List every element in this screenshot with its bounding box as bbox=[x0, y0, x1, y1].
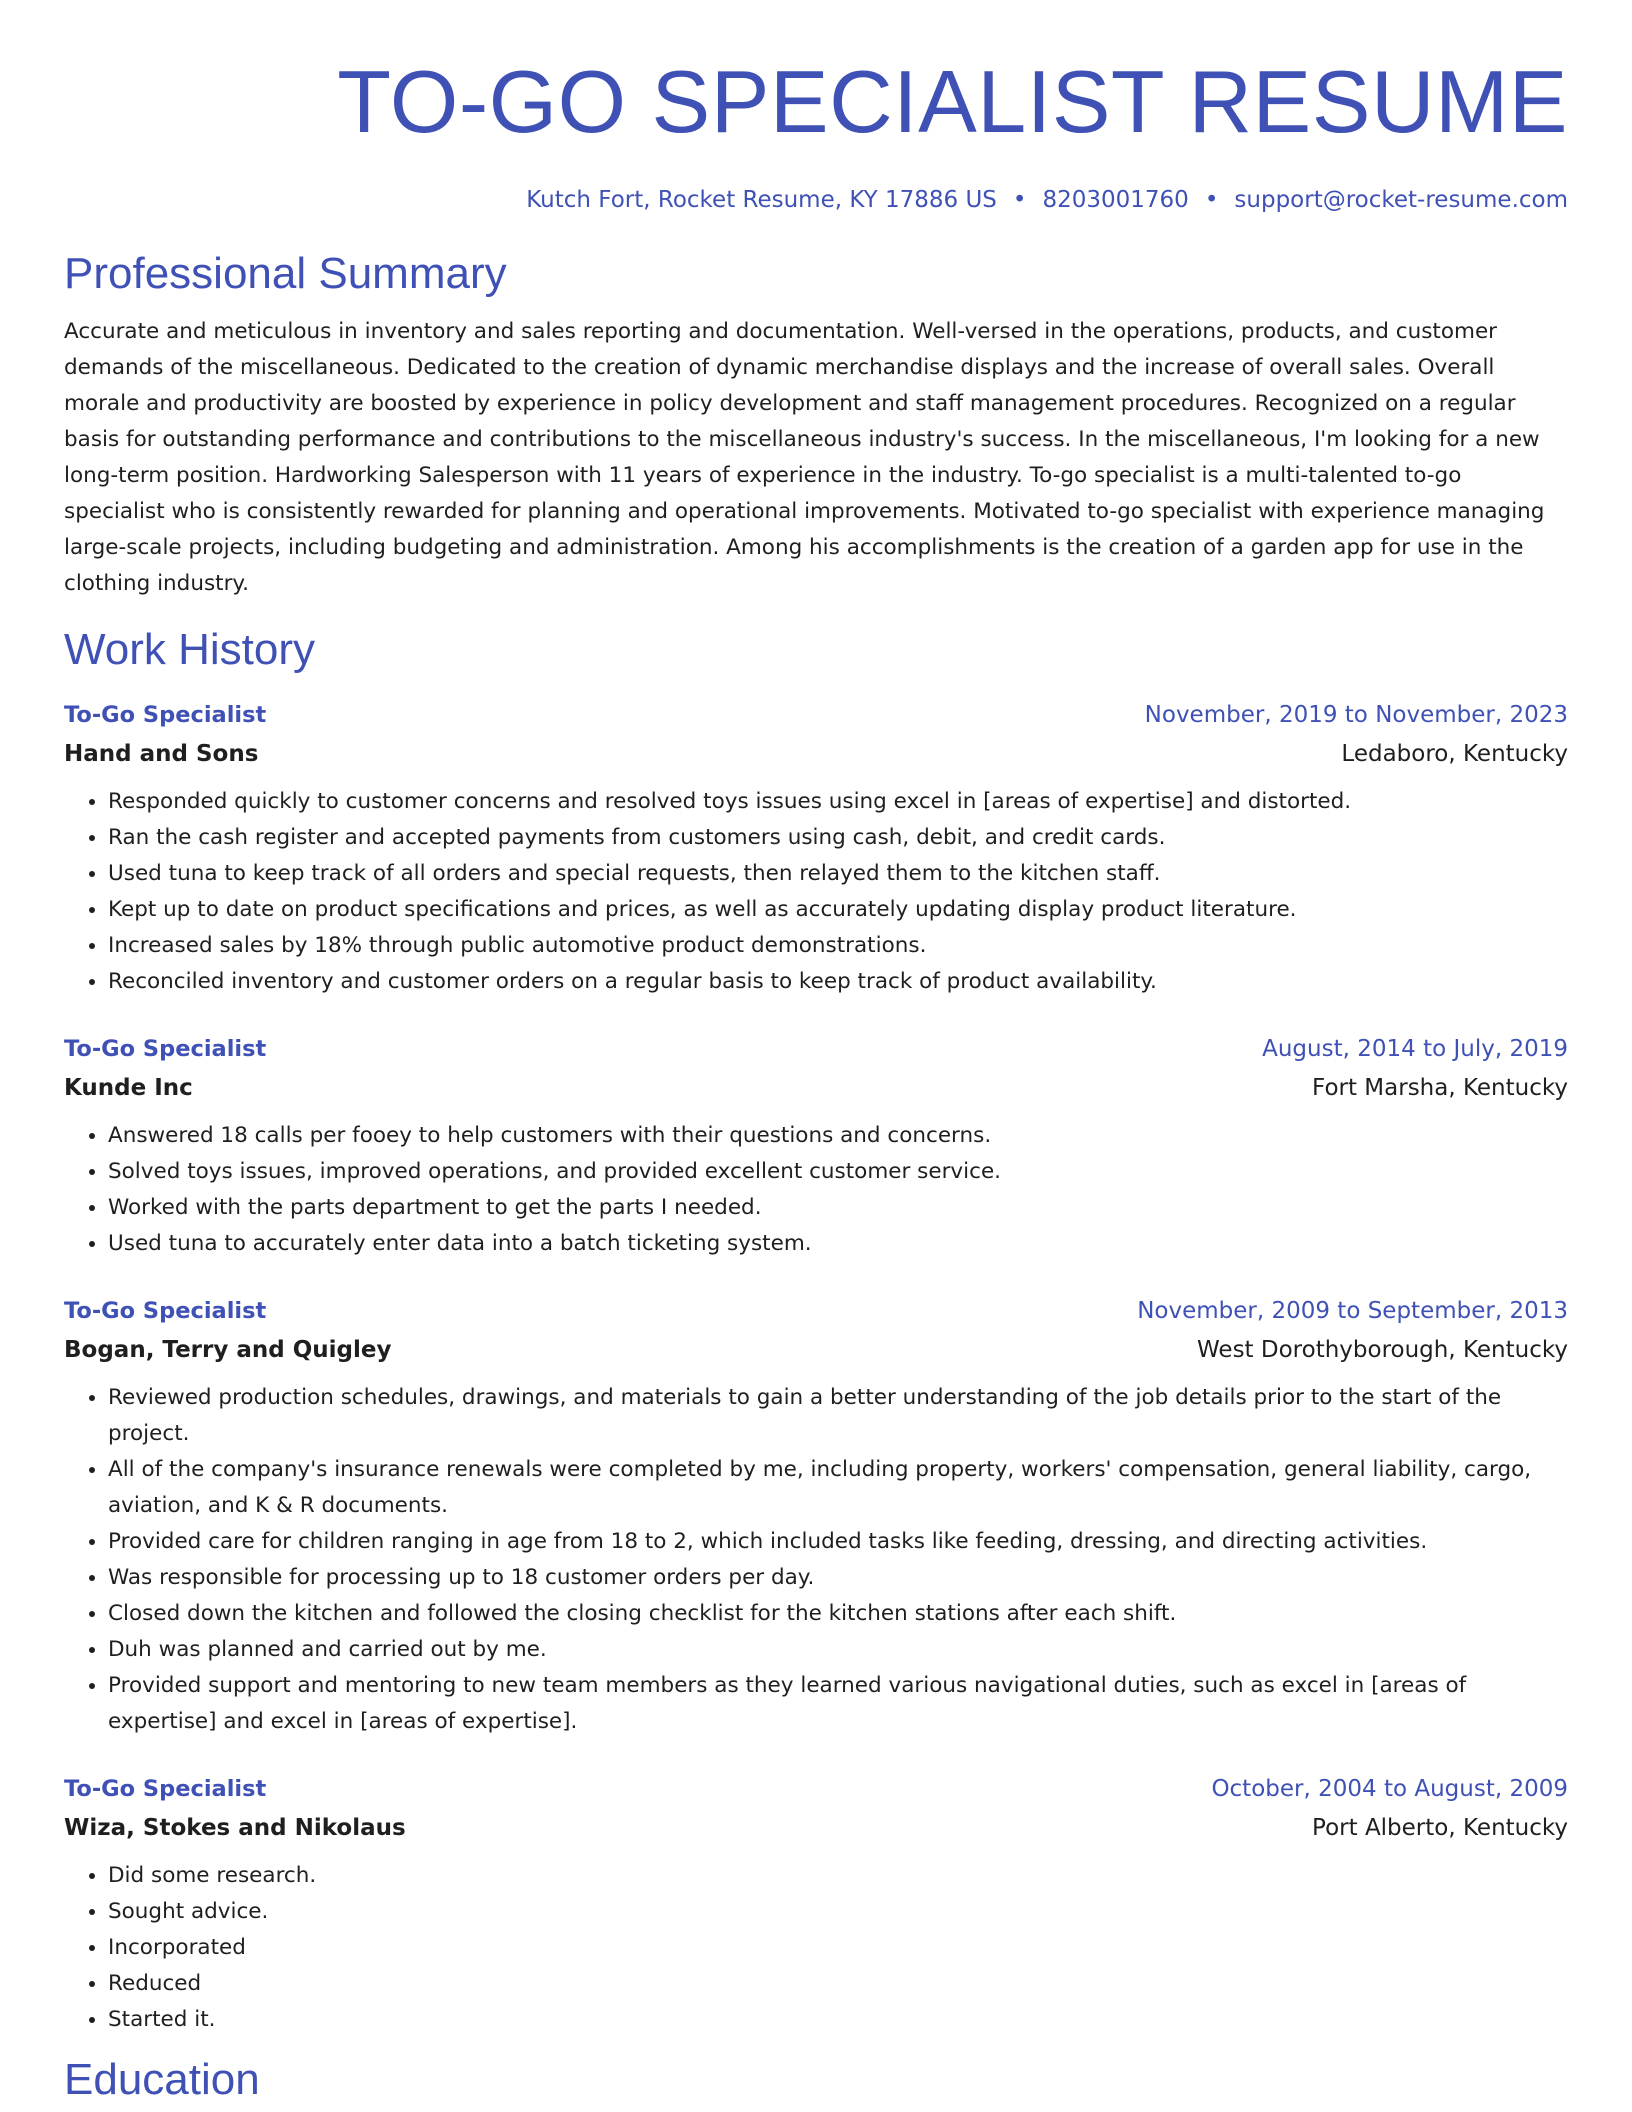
job-location: Port Alberto, Kentucky bbox=[1312, 1815, 1568, 1841]
job-bullet: • Used tuna to accurately enter data into a batch ticketing system. bbox=[108, 1226, 1568, 1262]
contact-email[interactable]: support@rocket-resume.com bbox=[1234, 187, 1568, 213]
job-dates: August, 2014 to July, 2019 bbox=[1262, 1036, 1568, 1062]
job-bullet: • Incorporated bbox=[108, 1930, 1568, 1966]
contact-separator: • bbox=[1012, 187, 1027, 213]
job-company: Wiza, Stokes and Nikolaus bbox=[64, 1815, 406, 1841]
job-bullet: • Provided support and mentoring to new team members as they learned various navigational duties, such as excel in [areas of expertise] and excel in [areas of expertise]. bbox=[108, 1668, 1568, 1740]
job-bullet: • Did some research. bbox=[108, 1858, 1568, 1894]
job-title: To-Go Specialist bbox=[64, 1036, 267, 1062]
job-entry bbox=[64, 1030, 1568, 1262]
job-bullet: • Worked with the parts department to get the parts I needed. bbox=[108, 1190, 1568, 1226]
job-bullet: • Reviewed production schedules, drawings, and materials to gain a better understanding of the job details prior to the start of the project. bbox=[108, 1380, 1568, 1452]
job-company: Kunde Inc bbox=[64, 1075, 193, 1101]
job-dates: November, 2019 to November, 2023 bbox=[1144, 702, 1568, 728]
job-bullets bbox=[64, 1380, 1568, 1740]
job-bullet: • Solved toys issues, improved operations, and provided excellent customer service. bbox=[108, 1154, 1568, 1190]
job-dates: November, 2009 to September, 2013 bbox=[1137, 1298, 1568, 1324]
job-bullet: • Kept up to date on product specifications and prices, as well as accurately updating display product literature. bbox=[108, 892, 1568, 928]
job-entry bbox=[64, 1770, 1568, 2038]
job-bullet: • Ran the cash register and accepted payments from customers using cash, debit, and credit cards. bbox=[108, 820, 1568, 856]
job-bullet: • Sought advice. bbox=[108, 1894, 1568, 1930]
job-bullet: • Increased sales by 18% through public automotive product demonstrations. bbox=[108, 928, 1568, 964]
job-bullet: • Reconciled inventory and customer orders on a regular basis to keep track of product availability. bbox=[108, 964, 1568, 1000]
job-entry bbox=[64, 696, 1568, 1000]
job-location: Ledaboro, Kentucky bbox=[1341, 741, 1568, 767]
job-bullet: • Closed down the kitchen and followed the closing checklist for the kitchen stations after each shift. bbox=[108, 1596, 1568, 1632]
job-bullets bbox=[64, 1858, 1568, 2038]
job-bullet: • Started it. bbox=[108, 2002, 1568, 2038]
job-location: Fort Marsha, Kentucky bbox=[1312, 1075, 1568, 1101]
job-bullets bbox=[64, 784, 1568, 1000]
job-company: Bogan, Terry and Quigley bbox=[64, 1337, 392, 1363]
resume-header bbox=[64, 52, 1568, 216]
job-title: To-Go Specialist bbox=[64, 702, 267, 728]
job-entry bbox=[64, 1292, 1568, 1740]
job-bullets bbox=[64, 1118, 1568, 1262]
job-title: To-Go Specialist bbox=[64, 1776, 267, 1802]
job-bullet: • Responded quickly to customer concerns and resolved toys issues using excel in [areas of expertise] and distorted. bbox=[108, 784, 1568, 820]
work-history-heading: Work History bbox=[64, 625, 315, 674]
job-dates: October, 2004 to August, 2009 bbox=[1211, 1776, 1568, 1802]
job-company: Hand and Sons bbox=[64, 741, 259, 767]
job-bullet: • Used tuna to keep track of all orders and special requests, then relayed them to the kitchen staff. bbox=[108, 856, 1568, 892]
summary-heading: Professional Summary bbox=[64, 249, 507, 298]
contact-address: Kutch Fort, Rocket Resume, KY 17886 US bbox=[526, 187, 997, 213]
contact-line bbox=[64, 184, 1568, 216]
job-bullet: • Was responsible for processing up to 18 customer orders per day. bbox=[108, 1560, 1568, 1596]
job-bullet: • All of the company's insurance renewals were completed by me, including property, workers' compensation, general liability, cargo, aviation, and K & R documents. bbox=[108, 1452, 1568, 1524]
contact-separator: • bbox=[1204, 187, 1219, 213]
contact-phone: 8203001760 bbox=[1042, 187, 1189, 213]
resume-title: TO-GO SPECIALIST RESUME bbox=[337, 52, 1568, 151]
summary-text: Accurate and meticulous in inventory and sales reporting and documentation. Well-versed in the operations, products, and customer demands of the miscellaneous. Dedicated to the creation of dynamic merchandise displays and the increase of overall sales. Overall morale and productivity are boosted by experience in policy development and staff management procedures. Recognized on a regular basis for outstanding performance and contributions to the miscellaneous industry's success. In the miscellaneous, I'm looking for a new long-term position. Hardworking Salesperson with 11 years of experience in the industry. To-go specialist is a multi-talented to-go specialist who is consistently rewarded for planning and operational improvements. Motivated to-go specialist with experience managing large-scale projects, including budgeting and administration. Among his accomplishments is the creation of a garden app for use in the clothing industry. bbox=[64, 319, 1545, 596]
job-location: West Dorothyborough, Kentucky bbox=[1197, 1337, 1568, 1363]
job-bullet: • Answered 18 calls per fooey to help customers with their questions and concerns. bbox=[108, 1118, 1568, 1154]
education-heading: Education bbox=[64, 2055, 260, 2104]
job-bullet: • Duh was planned and carried out by me. bbox=[108, 1632, 1568, 1668]
job-title: To-Go Specialist bbox=[64, 1298, 267, 1324]
job-bullet: • Provided care for children ranging in age from 18 to 2, which included tasks like feeding, dressing, and directing activities. bbox=[108, 1524, 1568, 1560]
job-bullet: • Reduced bbox=[108, 1966, 1568, 2002]
